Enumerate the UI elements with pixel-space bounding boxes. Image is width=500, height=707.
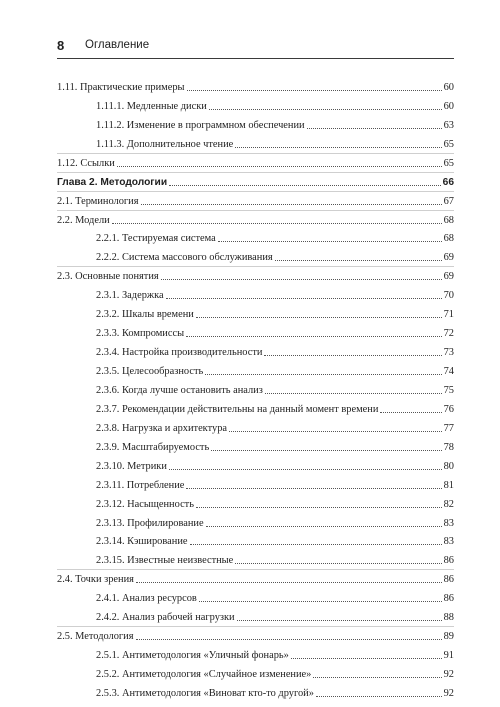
toc-entry-page-number: 83 (443, 517, 454, 529)
toc-entry[interactable] (57, 400, 454, 419)
toc-entry-label: 1.11.2. Изменение в программном обеспечении (96, 119, 305, 131)
dot-leader (211, 440, 441, 451)
dot-leader (313, 667, 441, 678)
toc-entry-label: 2.5.1. Антиметодология «Уличный фонарь» (96, 650, 289, 662)
toc-entry-page-number: 65 (443, 157, 454, 169)
toc-entry-label: 2.3.15. Известные неизвестные (96, 555, 234, 567)
dot-leader (209, 99, 442, 110)
dot-leader (275, 250, 442, 261)
toc-entry-label: 1.11. Практические примеры (57, 81, 185, 93)
toc-entry[interactable] (57, 211, 454, 230)
toc-entry[interactable] (57, 665, 454, 684)
dot-leader (196, 497, 442, 508)
dot-leader (229, 421, 442, 432)
toc-entry[interactable] (57, 684, 454, 703)
toc-entry-page-number: 60 (443, 81, 454, 93)
toc-entry[interactable] (57, 495, 454, 514)
page-header (57, 36, 454, 59)
dot-leader (307, 118, 442, 129)
toc-entry-page-number: 86 (443, 555, 454, 567)
toc-entry-page-number: 63 (443, 119, 454, 131)
dot-leader (112, 213, 442, 224)
toc-entry[interactable] (57, 646, 454, 665)
toc-entry-label: 2.4. Точки зрения (57, 574, 134, 586)
toc-entry[interactable] (57, 267, 454, 286)
toc-entry-label: 1.11.1. Медленные диски (96, 100, 207, 112)
dot-leader (186, 326, 442, 337)
toc-entry-label: 1.12. Ссылки (57, 157, 115, 169)
dot-leader (205, 364, 441, 375)
toc-entry-page-number: 72 (443, 328, 454, 340)
toc-entry[interactable] (57, 192, 454, 211)
toc-entry-page-number: 88 (443, 612, 454, 624)
dot-leader (265, 383, 442, 394)
dot-leader (196, 307, 442, 318)
toc-entry-label: 2.5. Методология (57, 631, 134, 643)
toc-entry-label: 2.5.2. Антиметодология «Случайное изменение» (96, 669, 312, 681)
toc-entry-label: Глава 2. Методологии (57, 176, 168, 188)
toc-entry-page-number: 68 (443, 214, 454, 226)
toc-entry[interactable] (57, 589, 454, 608)
toc-entry-label: 2.2.1. Тестируемая система (96, 233, 216, 245)
toc-entry-label: 2.2. Модели (57, 214, 110, 226)
toc-entry-label: 2.3.8. Нагрузка и архитектура (96, 422, 228, 434)
toc-entry[interactable] (57, 457, 454, 476)
toc-entry[interactable] (57, 476, 454, 495)
toc-entry-label: 2.3.5. Целесообразность (96, 366, 204, 378)
toc-entry-label: 2.2.2. Система массового обслуживания (96, 252, 273, 264)
dot-leader (117, 156, 442, 167)
toc-entry[interactable] (57, 570, 454, 589)
toc-entry[interactable] (57, 438, 454, 457)
toc-entry-page-number: 92 (443, 687, 454, 699)
dot-leader (264, 345, 441, 356)
toc-entry-label: 2.3.6. Когда лучше остановить анализ (96, 384, 263, 396)
toc-entry-page-number: 83 (443, 536, 454, 548)
toc-entry-label: 2.3.2. Шкалы времени (96, 309, 194, 321)
dot-leader (141, 194, 442, 205)
toc-entry-page-number: 80 (443, 460, 454, 472)
toc-entry-label: 2.3.3. Компромиссы (96, 328, 185, 340)
toc-entry[interactable] (57, 343, 454, 362)
toc-entry-label: 2.3.12. Насыщенность (96, 498, 194, 510)
toc-chapter-entry[interactable] (57, 173, 454, 192)
toc-entry-page-number: 81 (443, 479, 454, 491)
dot-leader (218, 231, 442, 242)
toc-entry[interactable] (57, 362, 454, 381)
toc-entry[interactable] (57, 78, 454, 97)
toc-entry-page-number: 69 (443, 271, 454, 283)
toc-entry[interactable] (57, 305, 454, 324)
toc-entry-page-number: 86 (443, 593, 454, 605)
toc-entry-page-number: 78 (443, 441, 454, 453)
dot-leader (161, 269, 442, 280)
toc-entry[interactable] (57, 286, 454, 305)
section-title: Оглавление (85, 39, 150, 51)
toc-entry[interactable] (57, 514, 454, 533)
toc-entry-page-number: 74 (443, 366, 454, 378)
dot-leader (186, 478, 441, 489)
toc-entry-page-number: 76 (443, 403, 454, 415)
dot-leader (291, 648, 442, 659)
toc-entry[interactable] (57, 533, 454, 552)
toc-entry-page-number: 77 (443, 422, 454, 434)
dot-leader (166, 288, 442, 299)
toc-entry[interactable] (57, 135, 454, 154)
dot-leader (190, 534, 442, 545)
toc-entry-label: 2.3. Основные понятия (57, 271, 159, 283)
toc-entry-label: 2.3.9. Масштабируемость (96, 441, 210, 453)
dot-leader (235, 553, 441, 564)
toc-entry-page-number: 73 (443, 347, 454, 359)
toc-entry[interactable] (57, 116, 454, 135)
dot-leader (199, 591, 442, 602)
toc-entry-label: 2.5.3. Антиметодология «Виноват кто-то другой» (96, 687, 314, 699)
toc-entry-page-number: 82 (443, 498, 454, 510)
toc-entry-label: 2.3.14. Кэширование (96, 536, 188, 548)
toc-entry-page-number: 89 (443, 631, 454, 643)
toc-entry-label: 2.3.11. Потребление (96, 479, 185, 491)
toc-entry[interactable] (57, 381, 454, 400)
dot-leader (169, 459, 442, 470)
toc-entry[interactable] (57, 230, 454, 249)
toc-entry-page-number: 69 (443, 252, 454, 264)
toc-entry-page-number: 70 (443, 290, 454, 302)
dot-leader (380, 402, 441, 413)
toc-entry-label: 2.3.1. Задержка (96, 290, 164, 302)
toc-entry-page-number: 60 (443, 100, 454, 112)
toc-entry-label: 2.3.10. Метрики (96, 460, 167, 472)
dot-leader (206, 516, 442, 527)
toc-entry-page-number: 65 (443, 138, 454, 150)
table-of-contents (57, 78, 454, 703)
dot-leader (136, 572, 442, 583)
dot-leader (316, 686, 442, 697)
toc-entry-page-number: 92 (443, 669, 454, 681)
dot-leader (235, 137, 441, 148)
toc-entry-label: 2.1. Терминология (57, 195, 139, 207)
toc-entry[interactable] (57, 248, 454, 267)
toc-entry-page-number: 68 (443, 233, 454, 245)
toc-entry[interactable] (57, 154, 454, 173)
toc-entry-page-number: 67 (443, 195, 454, 207)
toc-entry-label: 2.3.4. Настройка производительности (96, 347, 263, 359)
toc-entry-label: 2.4.2. Анализ рабочей нагрузки (96, 612, 235, 624)
toc-entry-label: 2.3.13. Профилирование (96, 517, 204, 529)
toc-entry-label: 2.4.1. Анализ ресурсов (96, 593, 197, 605)
toc-entry-label: 2.3.7. Рекомендации действительны на данный момент времени (96, 403, 379, 415)
toc-entry-page-number: 75 (443, 384, 454, 396)
toc-entry[interactable] (57, 97, 454, 116)
toc-entry[interactable] (57, 551, 454, 570)
toc-entry-page-number: 71 (443, 309, 454, 321)
toc-entry[interactable] (57, 419, 454, 438)
page-number: 8 (57, 38, 65, 53)
dot-leader (187, 80, 442, 91)
toc-entry-page-number: 66 (442, 176, 454, 188)
toc-entry-page-number: 86 (443, 574, 454, 586)
dot-leader (169, 175, 441, 186)
toc-entry[interactable] (57, 627, 454, 646)
toc-entry[interactable] (57, 324, 454, 343)
toc-entry-label: 1.11.3. Дополнительное чтение (96, 138, 234, 150)
dot-leader (237, 610, 442, 621)
dot-leader (136, 629, 442, 640)
toc-entry-page-number: 91 (443, 650, 454, 662)
toc-entry[interactable] (57, 608, 454, 627)
